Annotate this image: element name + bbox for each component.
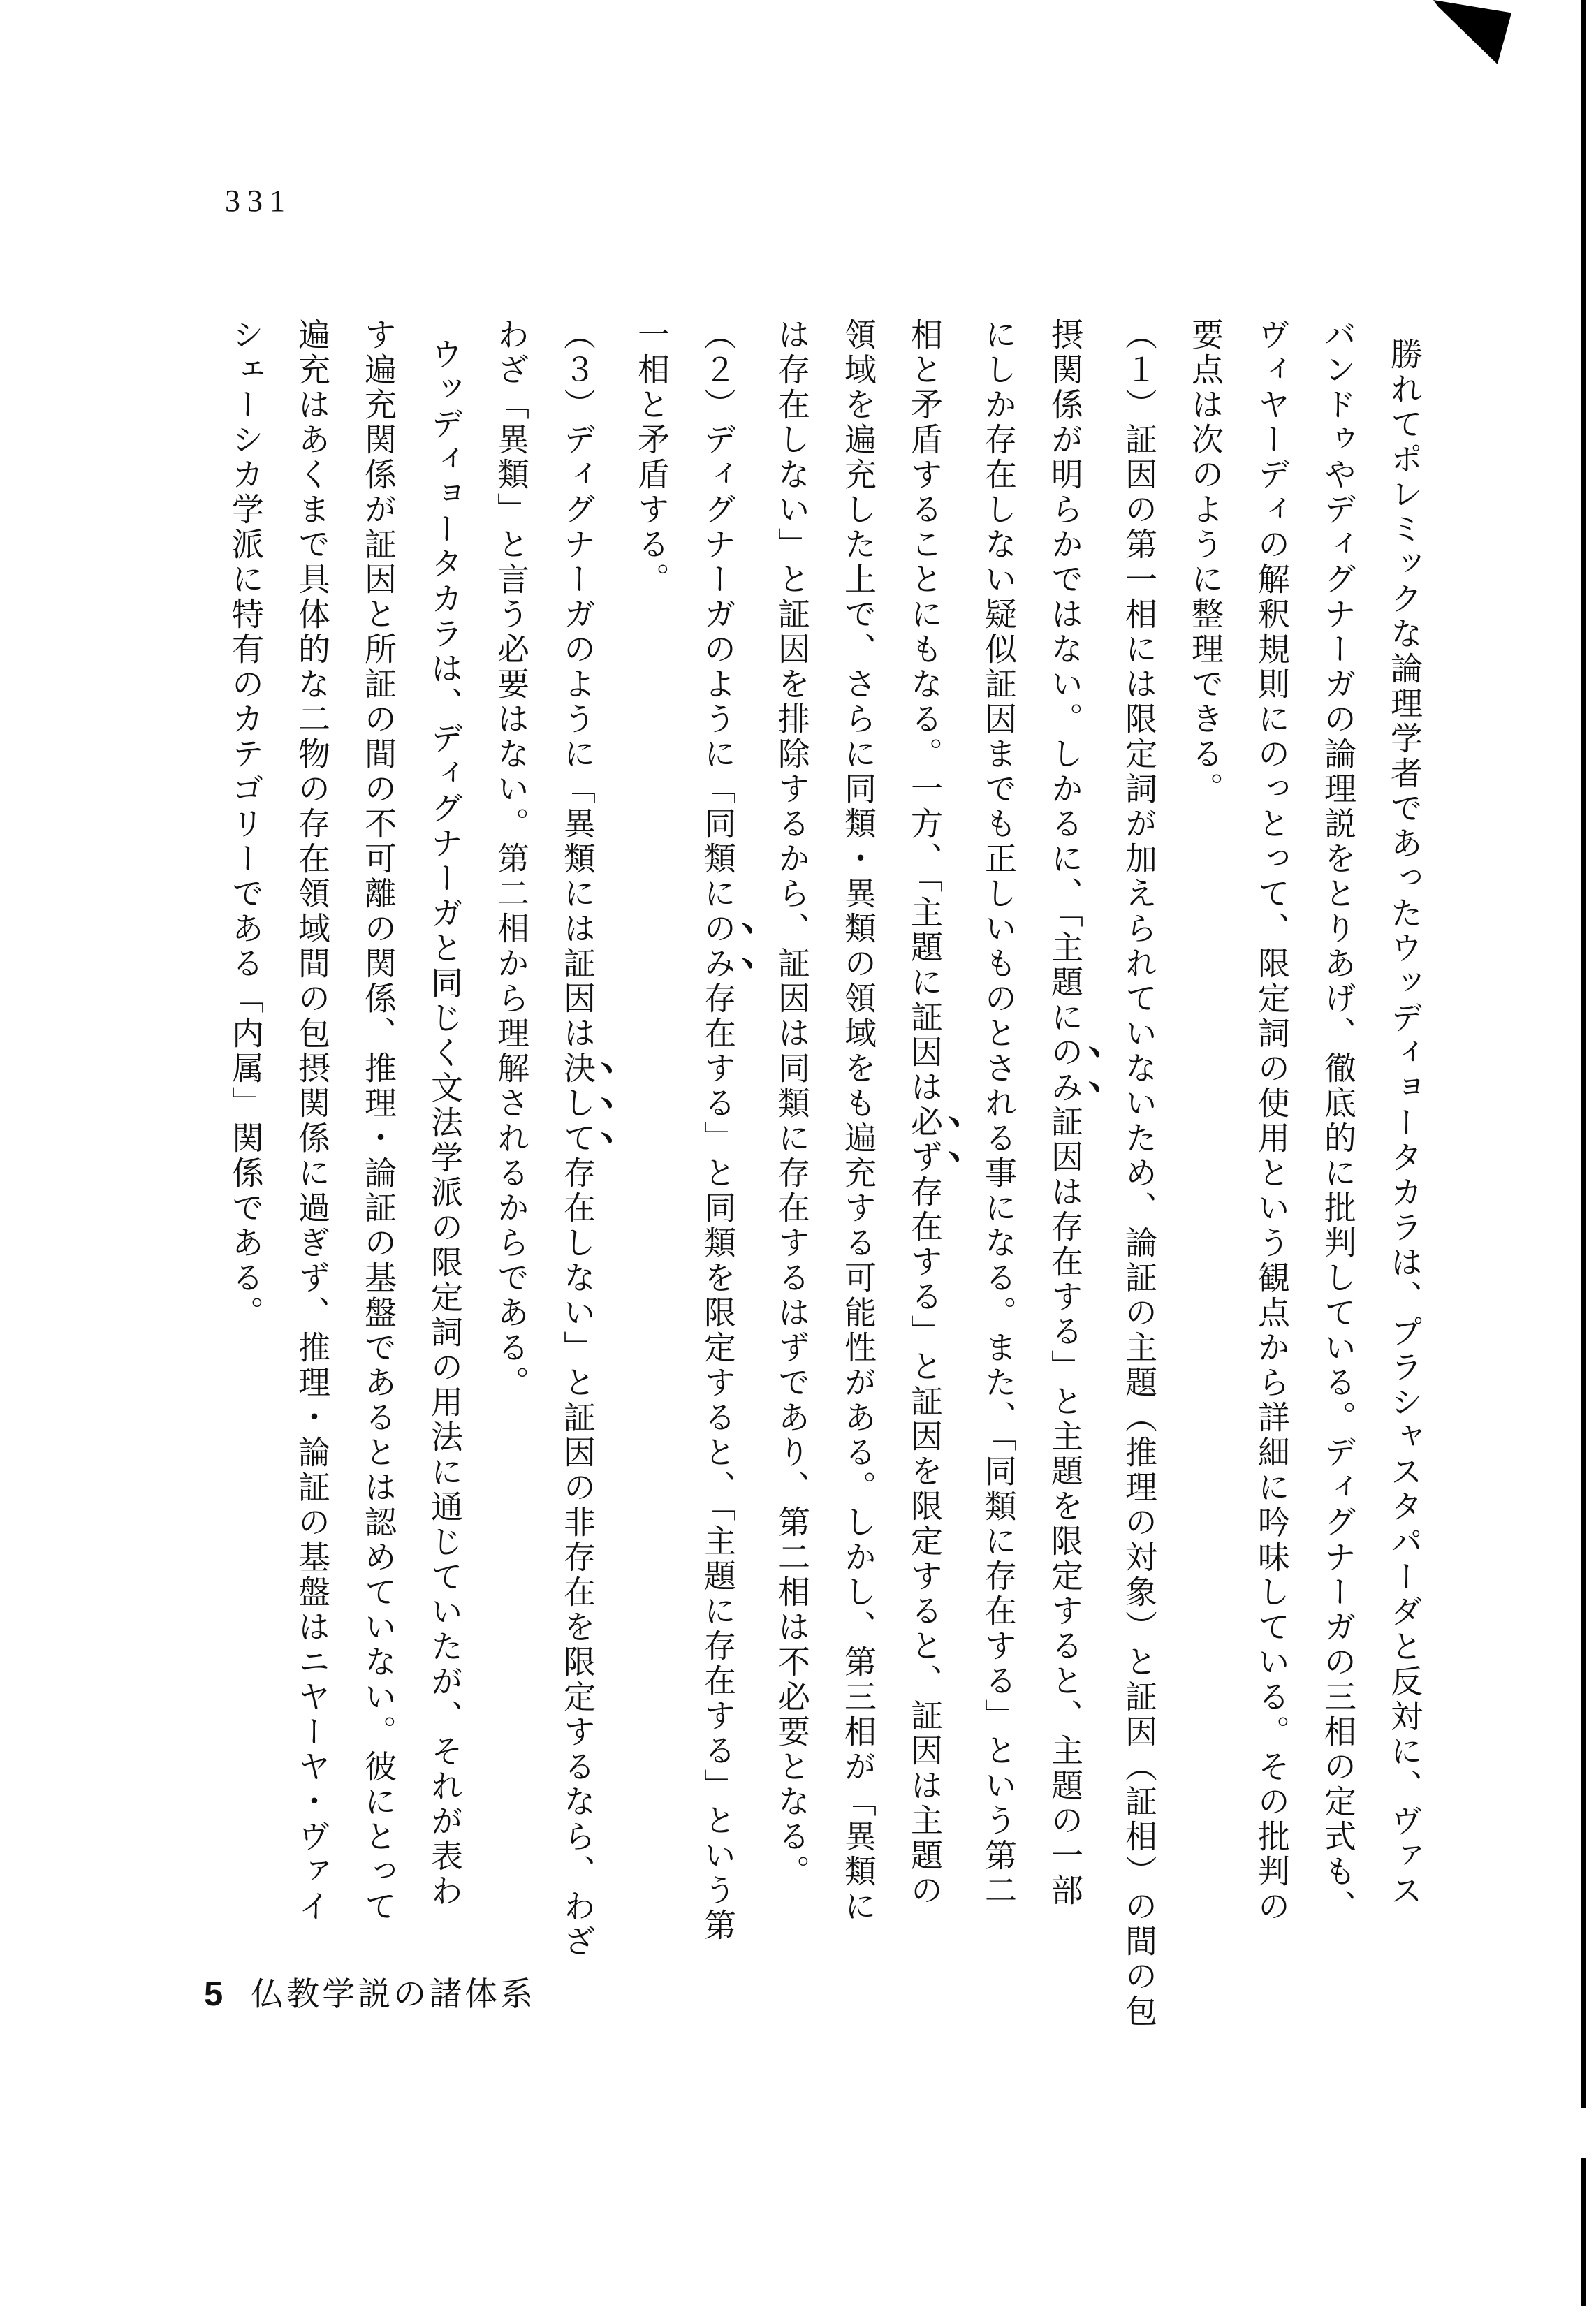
text-column	[279, 318, 345, 2106]
text-column	[411, 318, 478, 2106]
scan-corner-artifact	[1433, 0, 1511, 64]
chapter-title: 仏教学説の諸体系	[251, 1977, 536, 2013]
text-column	[1371, 318, 1437, 2106]
text-run: ヴィヤーディの解釈規則にのっとって、限定詞の使用という観点から詳細に吟味している。その批判の	[1254, 318, 1289, 1924]
text-column	[891, 318, 965, 2106]
emphasized-text: のみ	[1047, 1035, 1083, 1105]
text-run: 存在しない」と証因の非存在を限定するなら、わざ	[559, 1156, 595, 1959]
text-column	[345, 318, 411, 2106]
text-column	[1238, 318, 1305, 2106]
text-run: 証因は存在する」と主題を限定すると、主題の一部	[1047, 1105, 1083, 1908]
text-run: す遍充関係が証因と所証の間の不可離の関係、推理・論証の基盤であるとは認めていない。彼にとって	[360, 318, 396, 1924]
text-run: 勝れてポレミックな論理学者であったウッディョータカラは、プラシャスタパーダと反対に、ヴァス	[1386, 337, 1422, 1909]
text-column	[1305, 318, 1371, 2106]
text-column	[965, 318, 1032, 2106]
chapter-footer	[204, 1968, 536, 2015]
text-column	[759, 318, 825, 2106]
text-run: シェーシカ学派に特有のカテゴリーである「内属」関係である。	[228, 318, 263, 1331]
text-run: （２）ディグナーガのように「同類に	[700, 318, 735, 912]
text-column	[1032, 318, 1106, 2106]
text-run: （３）ディグナーガのように「異類には証因は	[559, 318, 595, 1051]
text-column	[825, 318, 891, 2106]
text-column	[478, 318, 544, 2106]
text-run: わざ「異類」と言う必要はない。第二相から理解されるからである。	[493, 318, 529, 1400]
text-column	[684, 318, 759, 2106]
text-column	[544, 318, 618, 2106]
text-column	[212, 318, 279, 2106]
chapter-number: 5	[204, 1975, 224, 2013]
emphasized-text: 必ず	[907, 1105, 942, 1175]
text-run: 存在する」と同類を限定すると、「主題に存在する」という第	[700, 981, 735, 1943]
text-run: にしか存在しない疑似証因までも正しいものとされる事になる。また、「同類に存在する」という第二	[981, 318, 1016, 1908]
scan-edge-line	[1581, 2158, 1586, 2306]
text-run: 摂関係が明らかではない。しかるに、「主題に	[1047, 318, 1083, 1035]
main-text-block	[212, 318, 1437, 2106]
text-column	[1106, 318, 1172, 2106]
text-run: 相と矛盾することにもなる。一方、「主題に証因は	[907, 318, 942, 1105]
scan-edge-line	[1581, 0, 1586, 2108]
text-column	[1172, 318, 1238, 2106]
text-run: ウッディョータカラは、ディグナーガと同じく文法学派の限定詞の用法に通じていたが、それが表わ	[427, 337, 462, 1909]
page-number: 331	[225, 184, 292, 218]
text-run: 一相と矛盾する。	[634, 318, 669, 597]
text-run: 存在する」と証因を限定すると、証因は主題の	[907, 1175, 942, 1908]
text-run: 要点は次のように整理できる。	[1187, 318, 1223, 807]
text-run: は存在しない」と証因を排除するから、証因は同類に存在するはずであり、第二相は不必要となる。	[774, 318, 810, 1889]
text-run: （１）証因の第一相には限定詞が加えられていないため、論証の主題（推理の対象）と証因（証相）の間の包	[1121, 318, 1157, 2029]
text-run: 領域を遍充した上で、さらに同類・異類の領域をも遍充する可能性がある。しかし、第三相が「異類に	[840, 318, 876, 1924]
text-run: バンドゥやディグナーガの論理説をとりあげ、徹底的に批判している。ディグナーガの三相の定式も、	[1320, 318, 1356, 1924]
emphasized-text: のみ	[700, 912, 735, 981]
text-column	[618, 318, 684, 2106]
text-run: 遍充はあくまで具体的な二物の存在領域間の包摂関係に過ぎず、推理・論証の基盤はニヤーヤ・ヴァイ	[294, 318, 330, 1924]
emphasized-text: 決して	[559, 1051, 595, 1156]
